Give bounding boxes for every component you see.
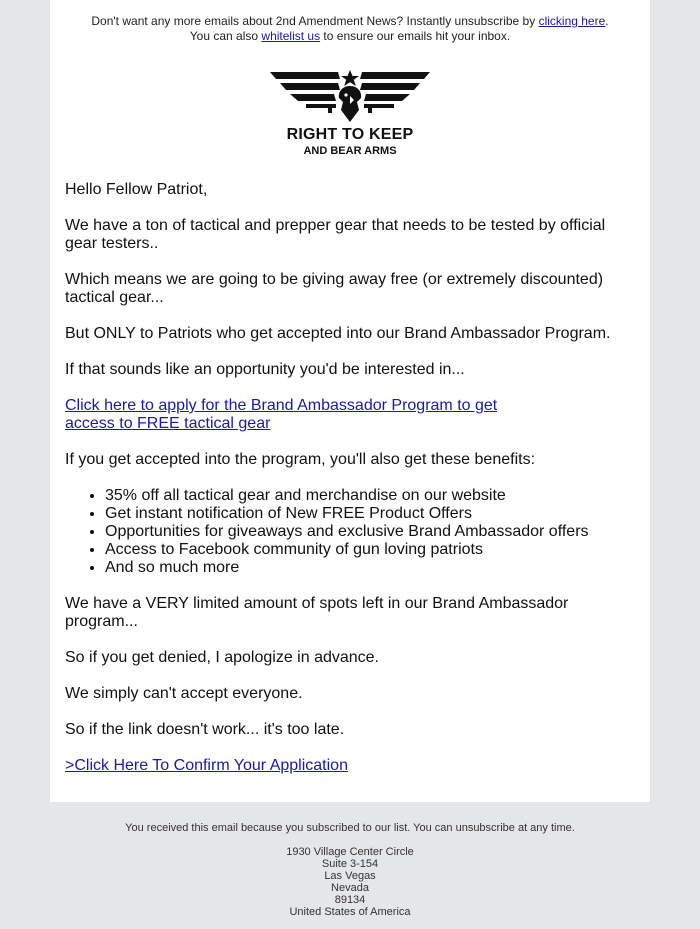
paragraph: We have a VERY limited amount of spots left in our Brand Ambassador program... (65, 595, 569, 630)
confirm-paragraph (65, 757, 625, 775)
whitelist-link[interactable]: whitelist us (261, 29, 321, 43)
whitelist-line (50, 29, 650, 44)
unsubscribe-line (50, 14, 650, 29)
benefits-list (65, 487, 625, 577)
list-item: • And so much more (105, 559, 625, 577)
postal-address (0, 846, 700, 918)
paragraph: We simply can't accept everyone. (65, 685, 303, 702)
greeting: Hello Fellow Patriot, (65, 181, 208, 198)
list-item: • 35% off all tactical gear and merchandise on our website (105, 487, 625, 505)
paragraph: Which means we are going to be giving away free (or extremely discounted) tactical gear... (65, 271, 604, 306)
list-item: • Get instant notification of New FREE Product Offers (105, 505, 625, 523)
confirm-application-link[interactable]: >Click Here To Confirm Your Application (65, 757, 348, 774)
unsubscribe-text: Don't want any more emails about 2nd Amendment News? Instantly unsubscribe by (91, 14, 539, 28)
address-line: 89134 (334, 894, 366, 906)
paragraph: But ONLY to Patriots who get accepted into our Brand Ambassador Program. (65, 325, 611, 342)
address-line: United States of America (289, 906, 411, 918)
apply-link[interactable]: Click here to apply for the Brand Ambassador Program to get access to FREE tactical gear (65, 397, 498, 432)
whitelist-text: You can also (189, 29, 262, 43)
address-line: Nevada (331, 882, 369, 894)
whitelist-suffix: to ensure our emails hit your inbox. (320, 29, 511, 43)
paragraph: So if the link doesn't work... it's too late. (65, 721, 345, 738)
logo-subtitle: AND BEAR ARMS (303, 145, 397, 157)
address-line: 1930 Village Center Circle (286, 846, 414, 858)
paragraph: So if you get denied, I apologize in advance. (65, 649, 379, 666)
list-item: • Access to Facebook community of gun loving patriots (105, 541, 625, 559)
unsubscribe-link[interactable]: clicking here (538, 14, 606, 28)
address-line: Suite 3-154 (321, 858, 379, 870)
address-line: Las Vegas (324, 870, 376, 882)
eagle-wings-star-icon (268, 66, 432, 124)
logo-title: RIGHT TO KEEP (286, 126, 414, 143)
email-footer (0, 822, 700, 918)
unsubscribe-suffix: . (605, 14, 609, 28)
list-item: • Opportunities for giveaways and exclusive Brand Ambassador offers (105, 523, 625, 541)
subscription-note: You received this email because you subscribed to our list. You can unsubscribe at any time. (125, 822, 575, 834)
brand-logo (268, 66, 432, 160)
apply-paragraph (65, 397, 625, 433)
unsubscribe-notice (50, 14, 650, 44)
email-card (50, 0, 650, 802)
paragraph: If you get accepted into the program, you'll also get these benefits: (65, 451, 536, 468)
email-body (65, 181, 625, 793)
paragraph: If that sounds like an opportunity you'd be interested in... (65, 361, 465, 378)
paragraph: We have a ton of tactical and prepper gear that needs to be tested by official gear testers.. (65, 217, 606, 252)
